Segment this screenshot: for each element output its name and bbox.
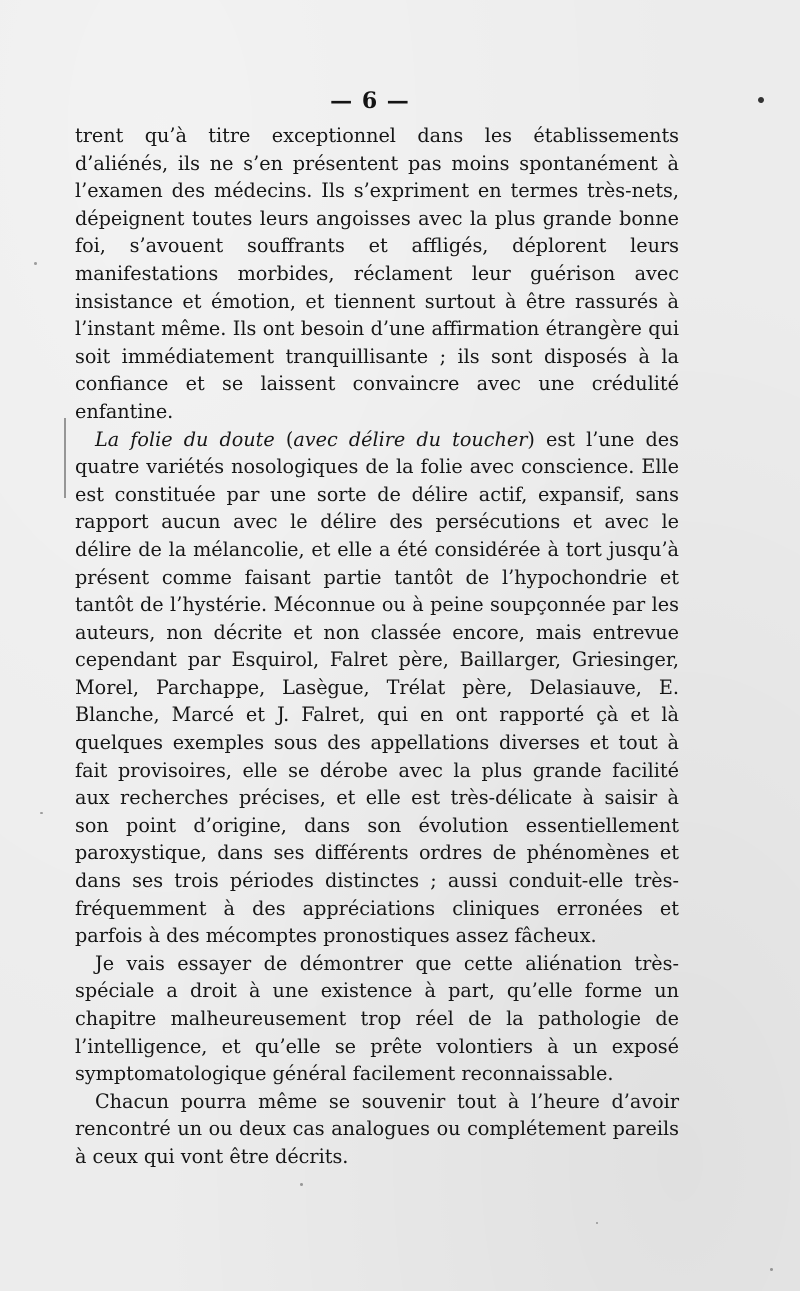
paragraph-2-text: est l’une des quatre variétés nosologiques de la folie avec conscience. Elle est constituée par une sorte de délire actif, expansif, sans rapport aucun avec le délire des persécutions et avec le délire de la mélancolie, et elle a été considérée à tort jusqu’à présent comme faisant partie tantôt de l’hypochondrie et tantôt de l’hystérie. Méconnue ou à peine soupçonnée par les auteurs, non décrite et non classée encore, mais entrevue cependant par Esquirol, Falret père, Baillarger, Griesinger, Morel, Parchappe, Lasègue, Trélat père, Delasiauve, E. Blanche, Marcé et J. Falret, qui en ont rapporté çà et là quelques exemples sous des appellations diverses et tout à fait provisoires, elle se dérobe avec la plus grande facilité aux recherches précises, et elle est très-délicate à saisir à son point d’origine, dans son évolution essentiellement paroxystique, dans ses différents ordres de phénomènes et dans ses trois périodes distinctes ; aussi conduit-elle très-fréquemment à des appréciations cliniques erronées et parfois à des mécomptes pronostiques assez fâcheux. xyxy=(75,427,679,948)
paragraph-1 xyxy=(75,122,679,426)
paragraph-2-open-paren: ( xyxy=(274,427,294,451)
ink-dot xyxy=(758,97,764,103)
paragraph-3 xyxy=(75,950,679,1088)
page-number: — 6 — xyxy=(330,88,410,114)
paper-speck xyxy=(770,1268,773,1271)
paper-speck xyxy=(34,262,37,265)
paragraph-4-text: Chacun pourra même se souvenir tout à l’heure d’avoir rencontré un ou deux cas analogues ou complétement pareils à ceux qui vont être décrits. xyxy=(75,1089,679,1168)
paragraph-3-text: Je vais essayer de démontrer que cette aliénation très-spéciale a droit à une existence à part, qu’elle forme un chapitre malheureusement trop réel de la pathologie de l’intelligence, et qu’elle se prête volontiers à un exposé symptomatologique général facilement reconnaissable. xyxy=(75,951,679,1086)
paragraph-2-close-paren: ) xyxy=(527,427,535,451)
margin-pencil-mark xyxy=(64,418,66,498)
paper-speck xyxy=(596,1222,598,1224)
body-text xyxy=(75,122,679,1171)
paragraph-2-subtitle-italic: avec délire du toucher xyxy=(293,427,528,451)
paragraph-1-text: trent qu’à titre exceptionnel dans les établissements d’aliénés, ils ne s’en présentent pas moins spontanément à l’examen des médecins. Ils s’expriment en termes très-nets, dépeignent toutes leurs angoisses avec la plus grande bonne foi, s’avouent souffrants et affligés, déplorent leurs manifestations morbides, réclament leur guérison avec insistance et émotion, et tiennent surtout à être rassurés à l’instant même. Ils ont besoin d’une affirmation étrangère qui soit immédiatement tranquillisante ; ils sont disposés à la confiance et se laissent convaincre avec une crédulité enfantine. xyxy=(75,124,679,423)
paper-speck xyxy=(40,812,43,814)
paragraph-4 xyxy=(75,1088,679,1171)
paragraph-2-title-italic: La folie du doute xyxy=(95,427,275,451)
paper-speck xyxy=(300,1183,303,1186)
paragraph-2 xyxy=(75,426,679,950)
